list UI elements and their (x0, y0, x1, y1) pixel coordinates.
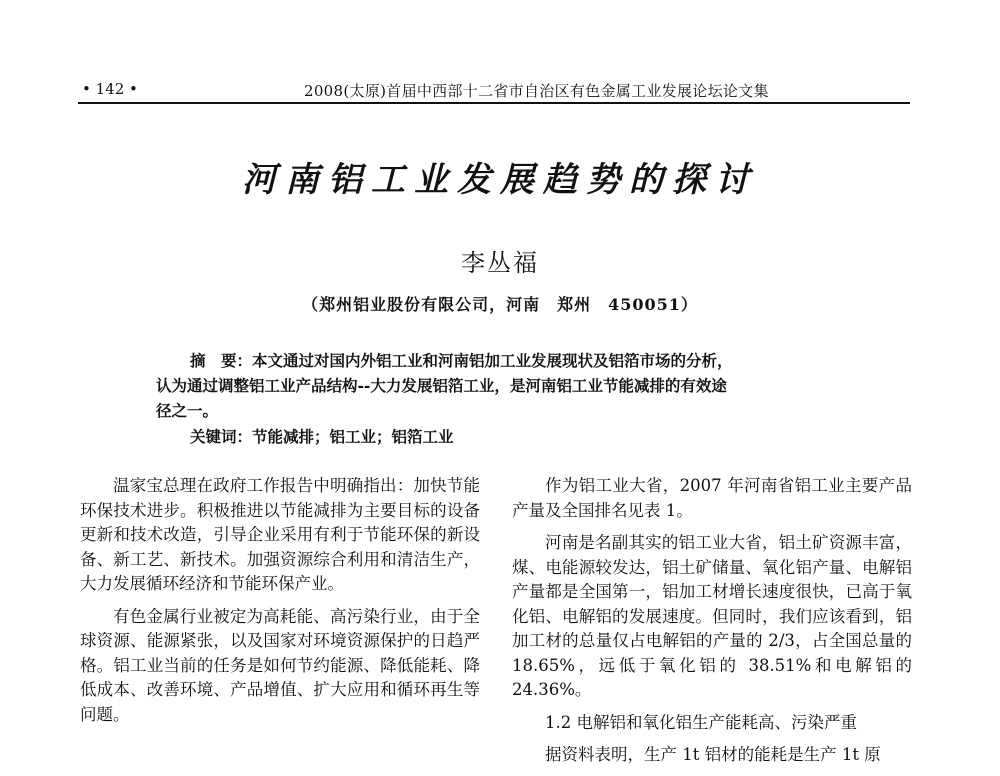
page-number: • 142 • (82, 80, 138, 98)
journal-title: 2008(太原)首届中西部十二省市自治区有色金属工业发展论坛论文集 (304, 82, 769, 100)
body-paragraph: 据资料表明，生产 1t 铝材的能耗是生产 1t 原 (545, 745, 881, 764)
body-paragraph: 作为铝工业大省，2007 年河南省铝工业主要产品产量及全国排名见表 1。 (512, 476, 912, 520)
running-header (78, 76, 910, 104)
body-paragraph: 有色金属行业被定为高耗能、高污染行业，由于全球资源、能源紧张，以及国家对环境资源保护的日趋严格。铝工业当前的任务是如何节约能源、降低能耗、降低成本、改善环境、产品增值、扩大应用和循环再生等问题。 (80, 606, 480, 724)
body-right-column (512, 474, 912, 776)
paper-title: 河南铝工业发展趋势的探讨 (242, 160, 758, 200)
abstract (156, 348, 836, 423)
body-left-column (80, 474, 480, 735)
keywords: 关键词：节能减排；铝工业；铝箔工业 (190, 427, 454, 446)
author-affiliation: （郑州铝业股份有限公司，河南 郑州 450051） (302, 295, 698, 314)
abstract-line-3: 径之一。 (156, 401, 219, 420)
author-name: 李丛福 (461, 249, 539, 277)
abstract-line-1: 摘 要：本文通过对国内外铝工业和河南铝加工业发展现状及铝箔市场的分析， (190, 351, 733, 370)
body-paragraph: 河南是名副其实的铝工业大省，铝土矿资源丰富，煤、电能源较发达，铝土矿储量、氧化铝产量、电解铝产量都是全国第一，铝加工材增长速度很快，已高于氧化铝、电解铝的发展速度。但同时，我们应该看到，铝加工材的总量仅占电解铝的产量的 2/3，占全国总量的 18.65%，远低于氧化铝的 38.51%和电解铝的 24.36%。 (512, 533, 912, 699)
section-heading: 1.2 电解铝和氧化铝生产能耗高、污染严重 (545, 712, 857, 732)
body-paragraph: 温家宝总理在政府工作报告中明确指出：加快节能环保技术进步。积极推进以节能减排为主要目标的设备更新和技术改造，引导企业采用有利于节能环保的新设备、新工艺、新技术。加强资源综合利用和清洁生产，大力发展循环经济和节能环保产业。 (80, 476, 480, 593)
abstract-line-2: 认为通过调整铝工业产品结构--大力发展铝箔工业，是河南铝工业节能减排的有效途 (156, 376, 727, 395)
